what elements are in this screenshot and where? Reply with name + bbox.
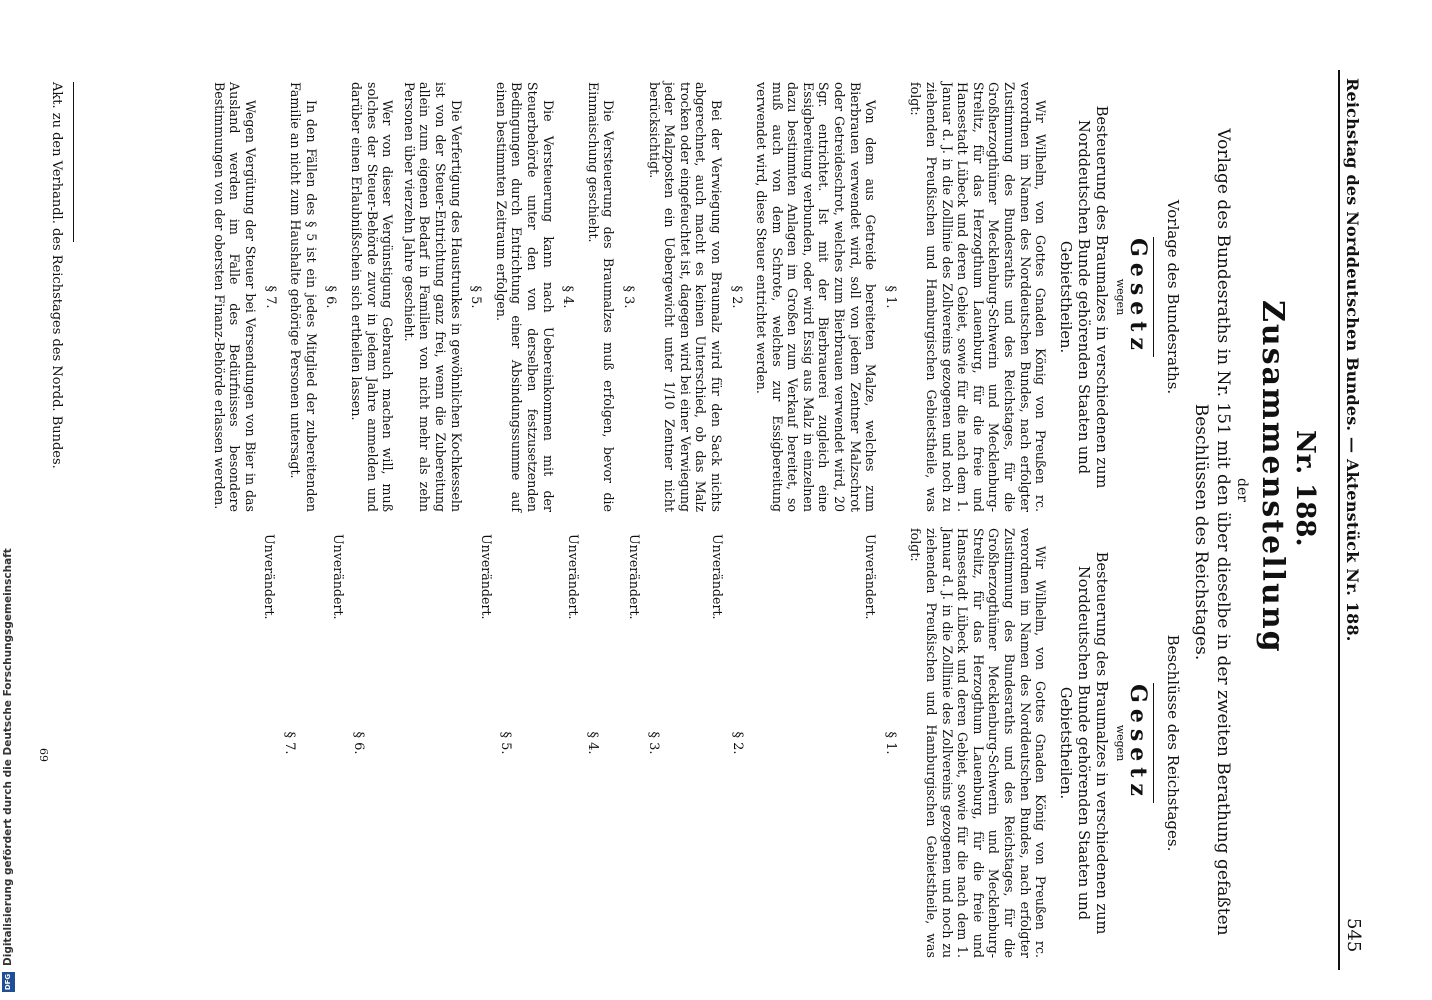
- paragraph-label: § 7.: [281, 731, 297, 755]
- paragraph-text: Von dem aus Getreide bereiteten Malze, welches zum Bierbrauen verwendet wird, soll von jedem Zentner Malzschrot oder Getreideschrot, welches zum Bierbrauen verwendet wird, 20 Sgr. entrichtet. Ist mit der Bierbrauerei zugleich eine Essigbereitung verbunden, oder wird Essig aus Malz in einzelnen dazu bestimmten Anlagen im Großen zum Verkauf bereitet, so muß auch von dem Schrote, welches zur Essigbereitung verwendet wird, diese Steuer entrichtet werden.: [754, 82, 879, 512]
- paragraph-label: § 3.: [646, 731, 662, 755]
- paragraph-label: § 4.: [560, 285, 576, 309]
- sheet-signature: 69: [37, 748, 50, 762]
- paragraph-label: § 3.: [620, 285, 636, 309]
- unchanged-note: Unverändert.: [626, 534, 642, 620]
- paragraph-text: Bei der Verwiegung von Braumalz wird für den Sack nichts abgerechnet, auch macht es keinen Unterschied, ob das Malz trocken oder eingefeuchtet ist, dagegen wird bei einer Verwiegung jeder Malzposten ein Uebergewicht unter 1/10 Zentner nicht berücksichtigt.: [646, 82, 724, 512]
- column-bundesrath: [205, 82, 1180, 512]
- law-connector: wegen: [1113, 724, 1127, 762]
- law-heading: Gesetz: [1125, 238, 1152, 356]
- document-title: Zusammenstellung: [1255, 300, 1290, 654]
- running-head: Reichstag des Norddeutschen Bundes. — Aktenstück Nr. 188.: [1343, 78, 1362, 642]
- law-connector: wegen: [1113, 278, 1127, 316]
- unchanged-note: Unverändert.: [863, 534, 879, 620]
- paragraph-label: § 5.: [468, 285, 484, 309]
- heading-rule: [1153, 683, 1154, 803]
- footer-rule: [73, 82, 74, 242]
- title-connector: der: [1234, 478, 1250, 502]
- law-title: Besteuerung des Braumalzes in verschiedenen zum Norddeutschen Bunde gehörenden Staaten und Gebietstheilen.: [1057, 105, 1111, 489]
- unchanged-note: Unverändert.: [331, 534, 347, 620]
- column-reichstag: [256, 528, 1180, 958]
- paragraph-text: Die Versteuerung kann nach Uebereinkommen mit der Steuerbehörde unter den von derselben festzusetzenden Bedingungen durch Entrichtung einer Absindungssumme auf einen bestimmten Zeitraum erfolgen.: [493, 82, 556, 512]
- law-heading: Gesetz: [1125, 684, 1152, 802]
- paragraph-text: Die Versteuerung des Braumalzes muß erfolgen, bevor die Einmaischung geschieht.: [585, 82, 617, 512]
- paragraph-label: § 1.: [882, 731, 898, 755]
- heading-rule: [1153, 237, 1154, 357]
- document-subtitle: Vorlage des Bundesraths in Nr. 151 mit den über dieselbe in der zweiten Berathung gefaßten Beschlüssen des Reichstages.: [1191, 128, 1233, 936]
- paragraph-text: Wegen Vergütung der Steuer bei Versendungen von Bier in das Ausland werden im Falle des Bedürfnisses besondere Bestimmungen von der obersten Finanz-Behörde erlassen werden.: [211, 82, 259, 512]
- paragraph-text: Die Verfertigung des Haustrunkes in gewöhnlichen Kochkesseln ist von der Steuer-Entrichtung ganz frei, wenn die Zubereitung allein zum eigenen Bedarf in Familien von nicht mehr als zehn Personen über vierzehn Jahre geschieht.: [401, 82, 464, 512]
- scan-credit: [0, 0, 16, 1000]
- column-heading: Beschlüsse des Reichstages.: [1164, 634, 1182, 852]
- page-number: 545: [1343, 918, 1364, 953]
- paragraph-label: § 1.: [882, 285, 898, 309]
- column-heading: Vorlage des Bundesraths.: [1164, 199, 1182, 395]
- paragraph-text: In den Fällen des § 5 ist ein jedes Mitglied der zubereitenden Familie an nicht zum Haushalte gehörige Personen untersagt.: [288, 82, 319, 512]
- preamble: Wir Wilhelm, von Gottes Gnaden König von Preußen rc. verordnen im Namen des Norddeutschen Bundes, nach erfolgter Zustimmung des Bundesraths und des Reichstages, für die Großherzogthümer Mecklenburg-Schwerin und Mecklenburg-Strelitz, für das Herzogthum Lauenburg, für die freie und Hansestadt Lübeck und deren Gebiet, sowie für die nach dem 1. Januar d. J. in die Zolllinie des Zollvereins gezogenen und noch zu ziehenden Preußischen und Hamburgischen Gebietstheile, was folgt:: [908, 528, 1049, 958]
- document-number: Nr. 188.: [1290, 430, 1320, 547]
- unchanged-note: Unverändert.: [478, 534, 494, 620]
- annex-note: Akt. zu den Verhandl. des Reichstages des Nordd. Bundes.: [49, 82, 64, 469]
- unchanged-note: Unverändert.: [262, 534, 278, 620]
- paragraph-label: § 6.: [350, 731, 366, 755]
- paragraph-label: § 2.: [728, 285, 744, 309]
- scan-credit-text: Digitalisierung gefördert durch die Deutsche Forschungsgemeinschaft: [2, 548, 14, 966]
- unchanged-note: Unverändert.: [710, 534, 726, 620]
- paragraph-label: § 6.: [323, 285, 339, 309]
- dfg-logo: DFG: [2, 972, 15, 992]
- unchanged-note: Unverändert.: [565, 534, 581, 620]
- paragraph-label: § 5.: [498, 731, 514, 755]
- paragraph-text: Wer von dieser Vergünstigung Gebrauch machen will, muß solches der Steuer-Behörde zuvor in jedem Jahre anmelden und darüber einen Erlaubnißschein sich ertheilen lassen.: [349, 82, 396, 512]
- paragraph-label: § 7.: [262, 285, 278, 309]
- header-rule: [1338, 70, 1340, 970]
- paragraph-label: § 2.: [729, 731, 745, 755]
- law-title: Besteuerung des Braumalzes in verschiedenen zum Norddeutschen Bunde gehörenden Staaten und Gebietstheilen.: [1057, 551, 1111, 935]
- paragraph-label: § 4.: [585, 731, 601, 755]
- preamble: Wir Wilhelm, von Gottes Gnaden König von Preußen rc. verordnen im Namen des Norddeutschen Bundes, nach erfolgter Zustimmung des Bundesraths und des Reichstages, für die Großherzogthümer Mecklenburg-Schwerin und Mecklenburg-Strelitz, für das Herzogthum Lauenburg, für die freie und Hansestadt Lübeck und deren Gebiet, sowie für die nach dem 1. Januar d. J. in die Zolllinie des Zollvereins gezogenen und noch zu ziehenden Preußischen und Hamburgischen Gebietstheile, was folgt:: [908, 82, 1049, 512]
